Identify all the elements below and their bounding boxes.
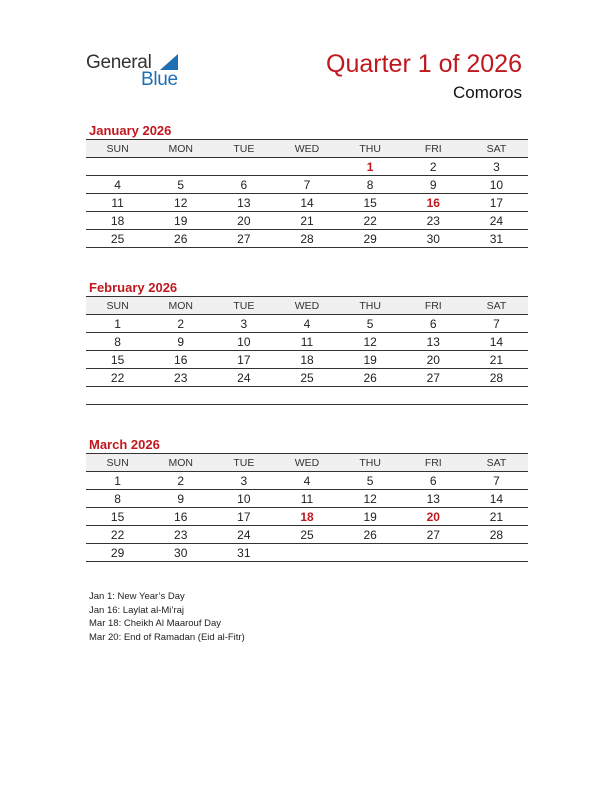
week-row xyxy=(86,315,528,333)
country-name: Comoros xyxy=(453,83,522,102)
week-row xyxy=(86,526,528,544)
week-row xyxy=(86,369,528,387)
day-cell: 11 xyxy=(275,490,338,508)
day-cell: 16 xyxy=(402,194,465,212)
week-row xyxy=(86,158,528,176)
day-cell: 29 xyxy=(339,230,402,248)
day-cell xyxy=(275,387,338,405)
month-january xyxy=(86,122,528,248)
day-cell: 15 xyxy=(86,351,149,369)
day-cell: 14 xyxy=(275,194,338,212)
day-cell: 3 xyxy=(212,315,275,333)
weekday-header-row xyxy=(86,140,528,158)
day-cell xyxy=(465,544,528,562)
day-cell: 10 xyxy=(465,176,528,194)
week-row xyxy=(86,176,528,194)
day-cell xyxy=(339,387,402,405)
holiday-notes xyxy=(89,590,245,644)
day-cell xyxy=(149,387,212,405)
day-cell: 13 xyxy=(212,194,275,212)
day-cell: 27 xyxy=(212,230,275,248)
logo-blue-text: Blue xyxy=(141,69,178,90)
day-cell xyxy=(212,158,275,176)
day-cell: 28 xyxy=(465,369,528,387)
holiday-note: Mar 18: Cheikh Al Maarouf Day xyxy=(89,618,222,629)
day-cell: 22 xyxy=(86,526,149,544)
day-cell: 13 xyxy=(402,490,465,508)
day-cell: 25 xyxy=(275,369,338,387)
week-row xyxy=(86,544,528,562)
week-row xyxy=(86,351,528,369)
day-cell: 19 xyxy=(339,508,402,526)
day-cell: 19 xyxy=(339,351,402,369)
weekday-header: THU xyxy=(339,140,402,158)
day-cell: 9 xyxy=(149,333,212,351)
day-cell: 18 xyxy=(275,508,338,526)
day-cell: 1 xyxy=(339,158,402,176)
page-title: Quarter 1 of 2026 xyxy=(326,50,522,78)
weekday-header: FRI xyxy=(402,140,465,158)
day-cell: 17 xyxy=(212,508,275,526)
day-cell: 26 xyxy=(149,230,212,248)
day-cell: 5 xyxy=(149,176,212,194)
weekday-header: MON xyxy=(149,454,212,472)
day-cell: 7 xyxy=(465,472,528,490)
day-cell: 21 xyxy=(275,212,338,230)
day-cell xyxy=(86,387,149,405)
week-row xyxy=(86,333,528,351)
day-cell: 12 xyxy=(149,194,212,212)
day-cell xyxy=(402,544,465,562)
day-cell: 14 xyxy=(465,490,528,508)
day-cell: 1 xyxy=(86,315,149,333)
weekday-header: WED xyxy=(275,297,338,315)
day-cell: 23 xyxy=(149,526,212,544)
week-row xyxy=(86,194,528,212)
day-cell xyxy=(86,158,149,176)
weekday-header: MON xyxy=(149,297,212,315)
day-cell: 22 xyxy=(339,212,402,230)
logo-triangle-icon xyxy=(160,54,178,70)
day-cell: 11 xyxy=(275,333,338,351)
day-cell: 16 xyxy=(149,351,212,369)
day-cell: 6 xyxy=(402,315,465,333)
weekday-header: THU xyxy=(339,454,402,472)
weekday-header: SUN xyxy=(86,140,149,158)
day-cell: 6 xyxy=(212,176,275,194)
weekday-header: SAT xyxy=(465,297,528,315)
day-cell: 9 xyxy=(402,176,465,194)
day-cell: 28 xyxy=(275,230,338,248)
day-cell: 28 xyxy=(465,526,528,544)
day-cell: 17 xyxy=(465,194,528,212)
day-cell: 15 xyxy=(86,508,149,526)
day-cell: 23 xyxy=(149,369,212,387)
day-cell: 26 xyxy=(339,369,402,387)
weekday-header: WED xyxy=(275,454,338,472)
calendar-grid xyxy=(86,296,528,405)
day-cell: 2 xyxy=(149,315,212,333)
day-cell: 22 xyxy=(86,369,149,387)
weekday-header: TUE xyxy=(212,297,275,315)
day-cell: 12 xyxy=(339,333,402,351)
day-cell: 2 xyxy=(402,158,465,176)
logo-general-text: General xyxy=(86,52,152,73)
day-cell: 3 xyxy=(465,158,528,176)
day-cell: 19 xyxy=(149,212,212,230)
day-cell: 6 xyxy=(402,472,465,490)
day-cell: 29 xyxy=(86,544,149,562)
day-cell: 20 xyxy=(402,351,465,369)
day-cell: 4 xyxy=(86,176,149,194)
day-cell: 3 xyxy=(212,472,275,490)
holiday-note: Jan 16: Laylat al-Mi’raj xyxy=(89,604,185,616)
day-cell: 1 xyxy=(86,472,149,490)
day-cell: 9 xyxy=(149,490,212,508)
weekday-header: SUN xyxy=(86,454,149,472)
calendar-grid xyxy=(86,139,528,248)
weekday-header: FRI xyxy=(402,297,465,315)
day-cell xyxy=(402,387,465,405)
weekday-header: THU xyxy=(339,297,402,315)
weekday-header: TUE xyxy=(212,454,275,472)
day-cell: 13 xyxy=(402,333,465,351)
weekday-header: TUE xyxy=(212,140,275,158)
month-march xyxy=(86,436,528,562)
day-cell: 4 xyxy=(275,472,338,490)
month-february xyxy=(86,279,528,405)
holiday-note: Jan 1: New Year’s Day xyxy=(89,591,185,602)
holiday-note: Mar 20: End of Ramadan (Eid al-Fitr) xyxy=(89,631,245,643)
day-cell: 27 xyxy=(402,369,465,387)
month-name: February 2026 xyxy=(89,280,178,295)
day-cell: 10 xyxy=(212,333,275,351)
day-cell xyxy=(212,387,275,405)
day-cell: 21 xyxy=(465,508,528,526)
weekday-header-row xyxy=(86,454,528,472)
day-cell xyxy=(275,544,338,562)
day-cell: 7 xyxy=(275,176,338,194)
day-cell: 26 xyxy=(339,526,402,544)
day-cell: 24 xyxy=(212,369,275,387)
day-cell: 8 xyxy=(86,490,149,508)
day-cell: 31 xyxy=(465,230,528,248)
day-cell: 30 xyxy=(402,230,465,248)
day-cell: 4 xyxy=(275,315,338,333)
day-cell: 25 xyxy=(275,526,338,544)
day-cell xyxy=(465,387,528,405)
weekday-header: FRI xyxy=(402,454,465,472)
day-cell: 10 xyxy=(212,490,275,508)
weekday-header: SAT xyxy=(465,140,528,158)
day-cell: 18 xyxy=(86,212,149,230)
day-cell: 7 xyxy=(465,315,528,333)
day-cell: 20 xyxy=(402,508,465,526)
week-row xyxy=(86,230,528,248)
day-cell: 23 xyxy=(402,212,465,230)
day-cell xyxy=(275,158,338,176)
day-cell: 18 xyxy=(275,351,338,369)
day-cell: 5 xyxy=(339,472,402,490)
day-cell: 20 xyxy=(212,212,275,230)
weekday-header: SUN xyxy=(86,297,149,315)
week-row xyxy=(86,212,528,230)
day-cell: 5 xyxy=(339,315,402,333)
day-cell: 11 xyxy=(86,194,149,212)
day-cell: 30 xyxy=(149,544,212,562)
day-cell: 31 xyxy=(212,544,275,562)
day-cell: 14 xyxy=(465,333,528,351)
weekday-header: WED xyxy=(275,140,338,158)
week-row xyxy=(86,508,528,526)
day-cell: 8 xyxy=(86,333,149,351)
day-cell: 15 xyxy=(339,194,402,212)
week-row xyxy=(86,387,528,405)
month-name: March 2026 xyxy=(89,437,160,452)
week-row xyxy=(86,472,528,490)
day-cell: 17 xyxy=(212,351,275,369)
day-cell: 2 xyxy=(149,472,212,490)
day-cell: 25 xyxy=(86,230,149,248)
day-cell: 16 xyxy=(149,508,212,526)
weekday-header: MON xyxy=(149,140,212,158)
day-cell: 8 xyxy=(339,176,402,194)
day-cell xyxy=(149,158,212,176)
weekday-header-row xyxy=(86,297,528,315)
day-cell: 27 xyxy=(402,526,465,544)
week-row xyxy=(86,490,528,508)
day-cell: 24 xyxy=(465,212,528,230)
weekday-header: SAT xyxy=(465,454,528,472)
generalblue-logo xyxy=(86,52,196,92)
day-cell xyxy=(339,544,402,562)
calendar-grid xyxy=(86,453,528,562)
day-cell: 12 xyxy=(339,490,402,508)
day-cell: 21 xyxy=(465,351,528,369)
month-name: January 2026 xyxy=(89,123,172,138)
day-cell: 24 xyxy=(212,526,275,544)
